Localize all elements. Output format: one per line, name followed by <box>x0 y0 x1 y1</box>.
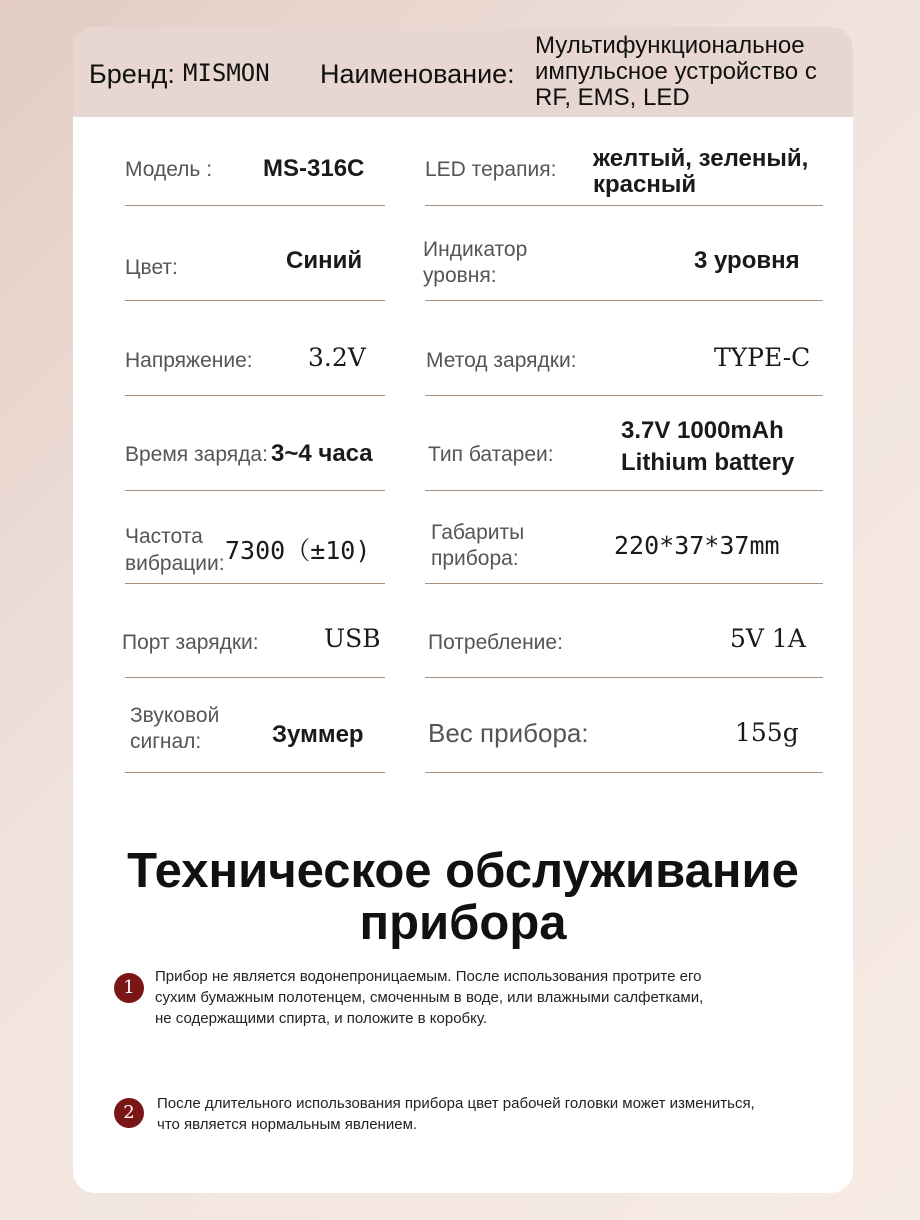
battery-label: Тип батареи: <box>428 443 554 466</box>
note-line: сухим бумажным полотенцем, смоченным в воде, или влажными салфетками, <box>155 989 704 1006</box>
divider <box>425 772 823 773</box>
freq-value: 7300（±10) <box>225 536 371 565</box>
brand-label: Бренд: <box>89 59 175 89</box>
step-number-badge: 2 <box>114 1098 144 1128</box>
header-bar <box>73 27 853 117</box>
divider <box>125 490 385 491</box>
sound-value: Зуммер <box>272 721 364 748</box>
size-label-line2: прибора: <box>431 547 519 570</box>
brand-value: MISMON <box>183 59 270 87</box>
power-label: Потребление: <box>428 631 563 654</box>
divider <box>125 395 385 396</box>
level-value: 3 уровня <box>694 247 800 274</box>
color-label: Цвет: <box>125 256 178 279</box>
sound-label-line1: Звуковой <box>130 704 220 727</box>
charge-time-value: 3~4 часа <box>271 440 373 467</box>
divider <box>425 677 823 678</box>
voltage-value: 3.2V <box>308 343 366 372</box>
power-value: 5V 1A <box>730 624 806 653</box>
color-value: Синий <box>286 247 363 274</box>
charge-method-label: Метод зарядки: <box>426 349 577 372</box>
charge-method-value: TYPE-C <box>714 343 811 372</box>
note-line: Прибор не является водонепроницаемым. После использования протрите его <box>155 968 702 985</box>
level-label-line2: уровня: <box>423 264 497 287</box>
sound-label-line2: сигнал: <box>130 730 202 753</box>
spec-card <box>73 27 853 1193</box>
port-label: Порт зарядки: <box>122 631 259 654</box>
divider <box>125 677 385 678</box>
divider <box>425 490 823 491</box>
level-label-line1: Индикатор <box>423 238 528 261</box>
product-name-label: Наименование: <box>320 59 515 89</box>
divider <box>125 205 385 206</box>
battery-value-line1: 3.7V 1000mAh <box>621 417 784 444</box>
weight-label: Вес прибора: <box>428 718 589 748</box>
divider <box>425 300 823 301</box>
led-value-line1: желтый, зеленый, <box>593 145 809 172</box>
model-label: Модель : <box>125 158 213 181</box>
model-value: MS-316C <box>263 155 365 182</box>
size-label-line1: Габариты <box>431 521 525 544</box>
battery-value-line2: Lithium battery <box>621 449 795 476</box>
maintenance-title-line1: Техническое обслуживание <box>127 844 799 898</box>
maintenance-note-1 <box>155 966 703 1029</box>
led-value-line2: красный <box>593 171 697 198</box>
led-label: LED терапия: <box>425 158 557 181</box>
step-number-badge: 1 <box>114 973 144 1003</box>
divider <box>125 583 385 584</box>
note-line: После длительного использования прибора цвет рабочей головки может измениться, <box>157 1095 755 1112</box>
divider <box>425 205 823 206</box>
port-value: USB <box>324 624 381 653</box>
maintenance-title-line2: прибора <box>359 896 567 950</box>
divider <box>125 300 385 301</box>
maintenance-note-2 <box>157 1093 755 1135</box>
divider <box>125 772 385 773</box>
product-name-value: Мультифункциональное импульсное устройство с RF, EMS, LED <box>535 32 817 111</box>
weight-value: 155g <box>735 718 799 747</box>
note-line: что является нормальным явлением. <box>157 1116 418 1133</box>
maintenance-title <box>73 845 853 949</box>
charge-time-label: Время заряда: <box>125 443 268 466</box>
divider <box>425 583 823 584</box>
note-line: не содержащими спирта, и положите в коробку. <box>155 1010 488 1027</box>
size-value: 220*37*37mm <box>614 531 780 560</box>
voltage-label: Напряжение: <box>125 349 253 372</box>
divider <box>425 395 823 396</box>
freq-label-line2: вибрации: <box>125 552 225 575</box>
freq-label-line1: Частота <box>125 525 203 548</box>
